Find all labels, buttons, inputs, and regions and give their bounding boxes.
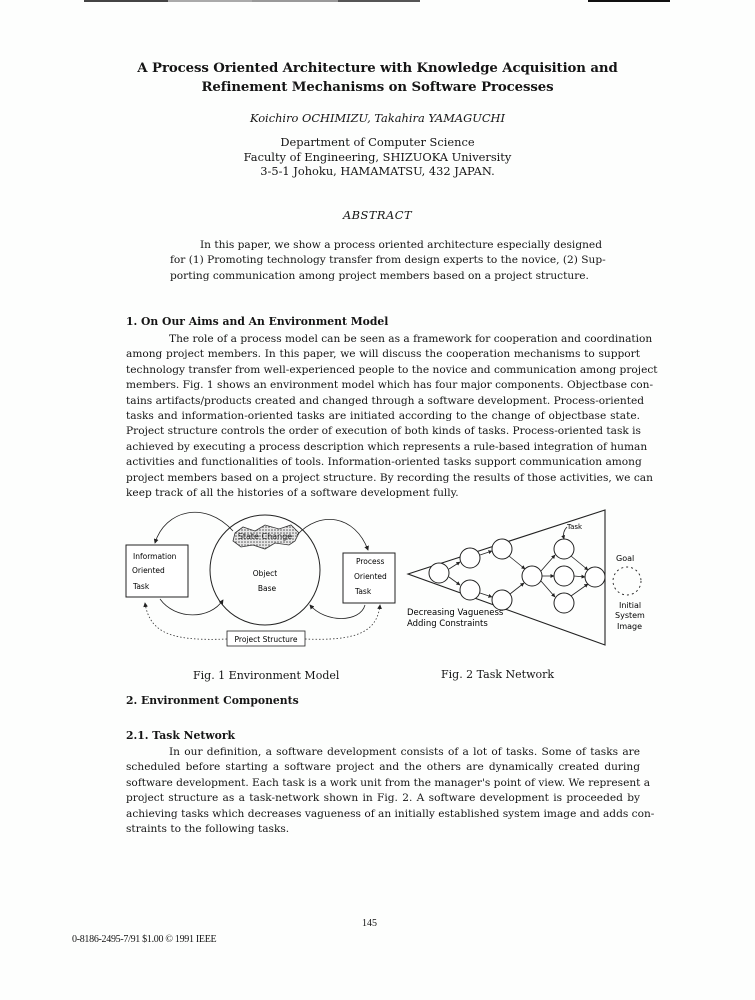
- figure-2-caption: Fig. 2 Task Network: [441, 668, 555, 681]
- section-2-1-body: [126, 745, 655, 837]
- info-label-2: Oriented: [132, 566, 165, 575]
- abstract-line: porting communication among project members based on a project structure.: [170, 269, 589, 282]
- scan-rule-3: [252, 0, 338, 2]
- figure-1-caption: Fig. 1 Environment Model: [193, 669, 340, 682]
- info-label-3: Task: [133, 582, 150, 591]
- task-nodes: [429, 539, 605, 613]
- affiliation-line-3: 3-5-1 Johoku, HAMAMATSU, 432 JAPAN.: [260, 164, 495, 179]
- process-label-2: Oriented: [354, 572, 387, 581]
- task-node: [460, 580, 480, 600]
- body-line: The role of a process model can be seen as a framework for cooperation and coordination: [169, 333, 653, 345]
- affiliation-line-1: Department of Computer Science: [280, 135, 475, 149]
- task-node: [492, 590, 512, 610]
- scan-rule-5: [588, 0, 670, 2]
- arrow-process-to-base: [310, 605, 365, 619]
- scan-rule-1: [84, 0, 168, 2]
- process-label-1: Process: [356, 557, 385, 566]
- image-label: Image: [617, 622, 643, 631]
- body-line: members. Fig. 1 shows an environment model which has four major components. Objectbase con-: [126, 379, 654, 392]
- base-label: Base: [257, 584, 277, 593]
- process-label-3: Task: [355, 587, 372, 596]
- abstract-line: In this paper, we show a process oriented architecture especially designed: [200, 239, 602, 251]
- body-line: In our definition, a software development consists of a lot of tasks. Some of tasks are: [169, 746, 640, 758]
- task-node: [460, 548, 480, 568]
- abstract-line: for (1) Promoting technology transfer from design experts to the novice, (2) Sup-: [170, 254, 606, 267]
- dotted-to-process: [305, 605, 380, 639]
- body-line: activities and functionalities of tools. Information-oriented tasks support communication among: [126, 456, 642, 469]
- copyright-line: 0-8186-2495-7/91 $1.00 © 1991 IEEE: [72, 934, 217, 945]
- project-structure-label: Project Structure: [234, 635, 298, 644]
- body-line: straints to the following tasks.: [126, 823, 290, 836]
- body-line: tasks and information-oriented tasks are initiated according to the change of objectbase state.: [126, 410, 640, 423]
- goal-dotted-circle: [613, 567, 641, 595]
- abstract-body: [170, 238, 606, 284]
- body-line: project structure as a task-network shown in Fig. 2. A software development is proceeded by: [126, 792, 640, 805]
- goal-label: Goal: [616, 554, 635, 563]
- state-change-label: State Change: [237, 532, 293, 541]
- system-label: System: [615, 611, 645, 620]
- section-2-1-heading: 2.1. Task Network: [126, 729, 236, 742]
- body-line: achieved by executing a process description which represents a rule-based integration of human: [126, 440, 648, 453]
- body-line: among project members. In this paper, we will discuss the cooperation mechanisms to support: [126, 348, 640, 361]
- figure-2-task-network: [395, 505, 660, 650]
- section-1-body: [126, 332, 658, 501]
- body-line: keep track of all the histories of a software development fully.: [126, 487, 459, 500]
- page-number: 145: [362, 918, 377, 929]
- body-line: Project structure controls the order of execution of both kinds of tasks. Process-oriented task is: [126, 425, 641, 438]
- task-node: [429, 563, 449, 583]
- task-label: Task: [567, 523, 583, 531]
- title-line-1: A Process Oriented Architecture with Knowledge Acquisition and: [137, 61, 618, 76]
- figure-1-environment-model: [115, 505, 415, 655]
- body-line: scheduled before starting a software project and the others are dynamically created during: [126, 761, 640, 774]
- info-label-1: Information: [133, 552, 177, 561]
- body-line: technology transfer from well-experienced people to the novice and communication among project: [126, 363, 658, 376]
- adding-constraints-label: Adding Constraints: [407, 619, 488, 629]
- abstract-heading: ABSTRACT: [342, 208, 413, 222]
- body-line: project members based on a project structure. By recording the results of those activities, we can: [126, 471, 653, 484]
- section-1-heading: 1. On Our Aims and An Environment Model: [126, 315, 389, 328]
- title-line-2: Refinement Mechanisms on Software Processes: [201, 80, 554, 95]
- section-2-heading: 2. Environment Components: [126, 694, 299, 707]
- paper-title: [0, 59, 755, 97]
- arrow-info-to-base: [160, 599, 223, 615]
- arrow-state-to-info: [155, 512, 233, 543]
- initial-label: Initial: [619, 601, 642, 610]
- authors: Koichiro OCHIMIZU, Takahira YAMAGUCHI: [250, 111, 505, 125]
- scan-rule-2: [168, 0, 252, 2]
- decreasing-vagueness-label: Decreasing Vagueness: [407, 608, 504, 618]
- object-label: Object: [252, 569, 278, 578]
- affiliation-line-2: Faculty of Engineering, SHIZUOKA University: [243, 149, 512, 164]
- body-line: software development. Each task is a work unit from the manager's point of view. We represent a: [126, 776, 651, 789]
- affiliation: [0, 135, 755, 179]
- task-node: [554, 566, 574, 586]
- body-line: tains artifacts/products created and changed through a software development. Process-oriented: [126, 394, 645, 407]
- scan-rule-4: [338, 0, 420, 2]
- body-line: achieving tasks which decreases vagueness of an initially established system image and adds con-: [126, 807, 655, 820]
